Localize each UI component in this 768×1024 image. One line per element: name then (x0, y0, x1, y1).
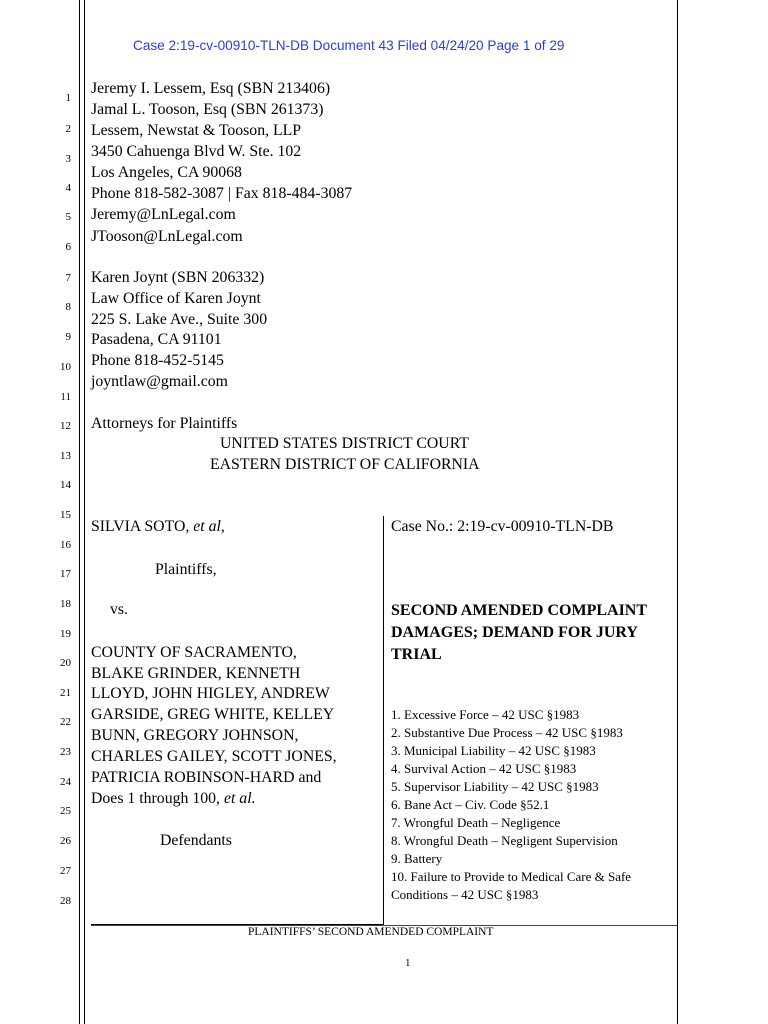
caption-divider-line (383, 516, 384, 924)
cause-of-action: 6. Bane Act – Civ. Code §52.1 (391, 797, 550, 812)
line-number: 2 (65, 123, 71, 135)
counsel-email: JTooson@LnLegal.com (91, 228, 243, 245)
line-number: 21 (60, 687, 71, 699)
defendant-line: CHARLES GAILEY, SCOTT JONES, (91, 748, 337, 765)
line-number: 17 (60, 568, 71, 580)
counsel-line: Phone 818-452-5145 (91, 352, 224, 369)
versus-label: vs. (110, 601, 128, 618)
line-number: 19 (60, 628, 71, 640)
defendant-line: PATRICIA ROBINSON-HARD and (91, 769, 322, 786)
line-number: 20 (60, 657, 71, 669)
cause-of-action: Conditions – 42 USC §1983 (391, 887, 539, 902)
counsel-line: Phone 818-582-3087 | Fax 818-484-3087 (91, 185, 353, 202)
line-number: 22 (60, 716, 71, 728)
defendants-label: Defendants (160, 832, 232, 849)
cause-of-action: 8. Wrongful Death – Negligent Supervision (391, 833, 618, 848)
counsel-line: Jeremy I. Lessem, Esq (SBN 213406) (91, 80, 331, 97)
counsel-email: Jeremy@LnLegal.com (91, 206, 236, 223)
defendant-line: GARSIDE, GREG WHITE, KELLEY (91, 706, 335, 723)
cause-of-action: 3. Municipal Liability – 42 USC §1983 (391, 743, 596, 758)
counsel-email: joyntlaw@gmail.com (91, 373, 228, 390)
case-number: Case No.: 2:19-cv-00910-TLN-DB (391, 518, 614, 535)
counsel-line: Law Office of Karen Joynt (91, 290, 261, 307)
counsel-line: 3450 Cahuenga Blvd W. Ste. 102 (91, 143, 302, 160)
cause-of-action: 7. Wrongful Death – Negligence (391, 815, 561, 830)
pleading-right-margin-line (677, 0, 678, 1024)
counsel-line: Karen Joynt (SBN 206332) (91, 269, 265, 286)
line-number: 27 (60, 865, 71, 877)
document-title-line: DAMAGES; DEMAND FOR JURY (391, 624, 638, 641)
line-number: 18 (60, 598, 71, 610)
defendant-line: BLAKE GRINDER, KENNETH (91, 665, 301, 682)
cause-of-action: 5. Supervisor Liability – 42 USC §1983 (391, 779, 599, 794)
line-number: 25 (60, 805, 71, 817)
counsel-line: Lessem, Newstat & Tooson, LLP (91, 122, 302, 139)
cause-of-action: 9. Battery (391, 851, 443, 866)
line-number: 28 (60, 895, 71, 907)
cause-of-action: 4. Survival Action – 42 USC §1983 (391, 761, 577, 776)
does-line: Does 1 through 100, et al. (91, 790, 256, 807)
line-number: 1 (65, 92, 71, 104)
line-number: 26 (60, 835, 71, 847)
line-number: 14 (60, 479, 71, 491)
counsel-line: Pasadena, CA 91101 (91, 331, 222, 348)
attorneys-for-label: Attorneys for Plaintiffs (91, 415, 238, 432)
line-number: 10 (60, 361, 71, 373)
line-number: 8 (65, 301, 71, 313)
footer-title: PLAINTIFFS’ SECOND AMENDED COMPLAINT (248, 926, 494, 938)
line-number: 4 (65, 182, 71, 194)
plaintiffs-label: Plaintiffs, (155, 561, 217, 578)
document-title-line: SECOND AMENDED COMPLAINT (391, 602, 648, 619)
pleading-left-margin-line-outer (79, 0, 80, 1024)
line-number: 11 (60, 391, 71, 403)
document-title-line: TRIAL (391, 646, 442, 663)
page-number: 1 (405, 957, 411, 969)
pleading-left-margin-line-inner (84, 0, 85, 1024)
counsel-line: Jamal L. Tooson, Esq (SBN 261373) (91, 101, 324, 118)
line-number: 15 (60, 509, 71, 521)
cause-of-action: 2. Substantive Due Process – 42 USC §1983 (391, 725, 623, 740)
line-number: 24 (60, 776, 71, 788)
defendant-line: COUNTY OF SACRAMENTO, (91, 644, 297, 661)
defendant-line: BUNN, GREGORY JOHNSON, (91, 727, 299, 744)
line-number: 7 (65, 272, 71, 284)
defendant-line: LLOYD, JOHN HIGLEY, ANDREW (91, 685, 330, 702)
counsel-line: Los Angeles, CA 90068 (91, 164, 242, 181)
line-number: 12 (60, 420, 71, 432)
line-number: 3 (65, 153, 71, 165)
court-name: UNITED STATES DISTRICT COURT (220, 435, 469, 452)
court-district: EASTERN DISTRICT OF CALIFORNIA (210, 456, 480, 473)
line-number: 6 (65, 241, 71, 253)
cause-of-action: 10. Failure to Provide to Medical Care & Safe (391, 869, 632, 884)
line-number: 13 (60, 450, 71, 462)
plaintiff-name: SILVIA SOTO, et al, (91, 518, 225, 535)
line-number: 5 (65, 211, 71, 223)
filing-stamp: Case 2:19-cv-00910-TLN-DB Document 43 Filed 04/24/20 Page 1 of 29 (133, 38, 565, 53)
line-number: 16 (60, 539, 71, 551)
counsel-line: 225 S. Lake Ave., Suite 300 (91, 311, 268, 328)
line-number: 23 (60, 746, 71, 758)
line-number: 9 (65, 331, 71, 343)
cause-of-action: 1. Excessive Force – 42 USC §1983 (391, 707, 580, 722)
